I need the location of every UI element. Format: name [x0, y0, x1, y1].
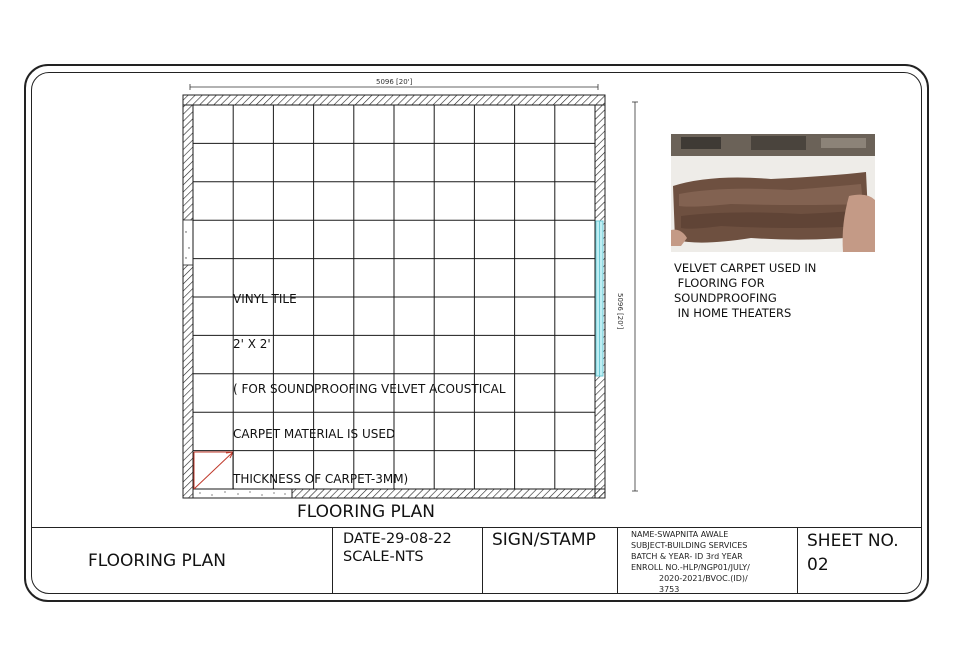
note-line: 2' X 2': [233, 337, 271, 351]
note-line: ( FOR SOUNDPROOFING VELVET ACOUSTICAL: [233, 382, 506, 396]
info-line: 2020-2021/BVOC.(ID)/: [631, 574, 748, 583]
date-label: DATE-29-08-22: [343, 531, 452, 547]
note-line: THICKNESS OF CARPET-3MM): [233, 472, 409, 486]
sheet-number-block: [807, 529, 899, 577]
info-line: ENROLL NO.-HLP/NGP01/JULY/: [631, 563, 750, 572]
note-line: CARPET MATERIAL IS USED: [233, 427, 396, 441]
info-line: 3753: [631, 585, 680, 594]
sign-stamp-label: SIGN/STAMP: [492, 530, 596, 550]
flooring-note: [233, 262, 506, 502]
side-dimension-label: 5096 [20']: [616, 293, 624, 330]
caption-line: SOUNDPROOFING: [674, 291, 777, 305]
plan-title: FLOORING PLAN: [297, 502, 435, 522]
title-block-drawing-title: FLOORING PLAN: [88, 551, 226, 571]
sheet-label: SHEET NO.: [807, 531, 899, 551]
door-swing: [194, 452, 233, 489]
title-block: [31, 527, 922, 594]
wall-left: [183, 105, 193, 498]
top-dimension-label: 5096 [20']: [376, 78, 413, 86]
sheet-number: 02: [807, 555, 829, 575]
caption-line: FLOORING FOR: [674, 276, 765, 290]
caption-line: VELVET CARPET USED IN: [674, 261, 817, 275]
student-info: [631, 529, 750, 595]
info-line: SUBJECT-BUILDING SERVICES: [631, 541, 748, 550]
info-line: BATCH & YEAR- ID 3rd YEAR: [631, 552, 743, 561]
photo-caption: [674, 261, 816, 321]
velvet-carpet-photo: [671, 134, 875, 252]
title-block-date-scale: [343, 530, 452, 566]
wall-top: [183, 95, 605, 105]
scale-label: SCALE-NTS: [343, 549, 424, 565]
note-line: VINYL TILE: [233, 292, 297, 306]
info-line: NAME-SWAPNITA AWALE: [631, 530, 729, 539]
caption-line: IN HOME THEATERS: [674, 306, 792, 320]
left-wall-opening: [183, 220, 193, 265]
